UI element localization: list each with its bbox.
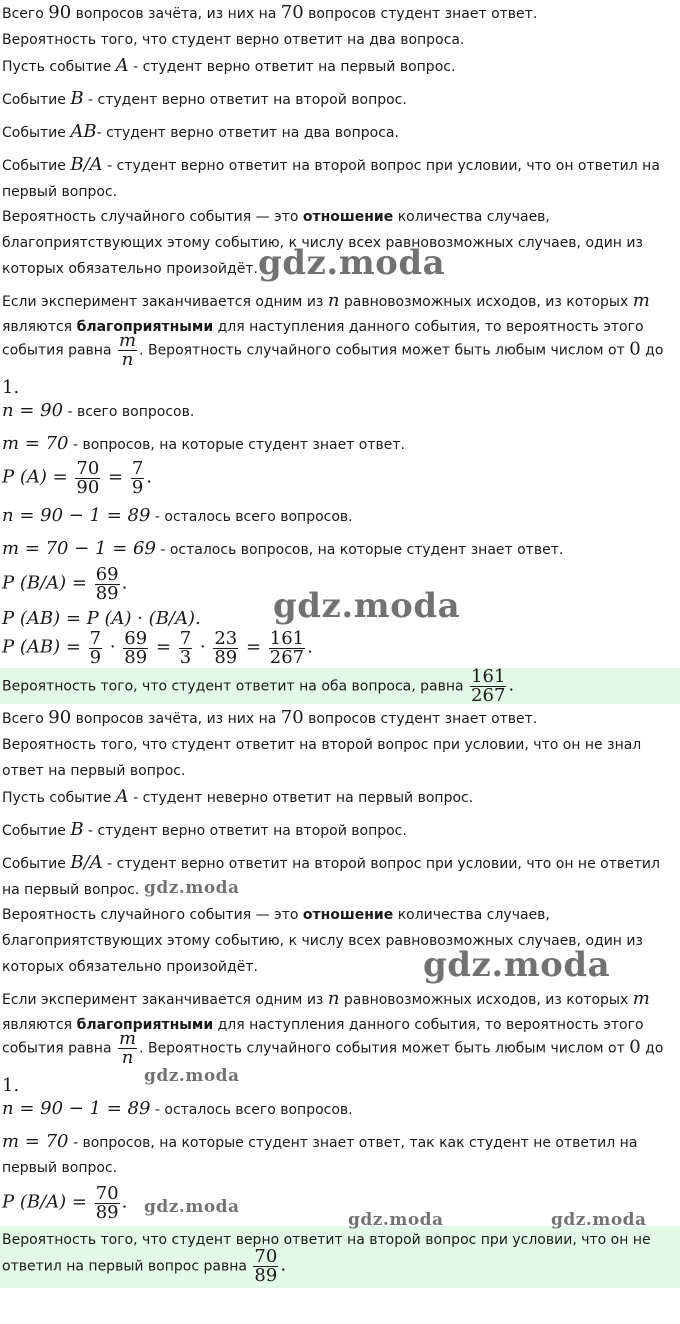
definition-line: события равна $\frac{m}{n}$ . Вероятность случайного события может быть любым числом от 0 до	[2, 330, 664, 370]
definition-line: которых обязательно произойдёт.	[2, 959, 258, 975]
definition-line: Если эксперимент заканчивается одним из n равновозможных исходов, из которых m	[2, 988, 650, 1009]
definition-line: являются благоприятными для наступления данного события, то вероятность этого	[2, 1017, 644, 1033]
text-line: Событие B/A - студент верно ответит на второй вопрос при условии, что он ответил на	[2, 154, 660, 175]
fraction: $\frac{70}{89}$	[95, 1183, 119, 1223]
watermark-logo: gdz.moda	[258, 243, 446, 283]
definition-line: события равна $\frac{m}{n}$ . Вероятность случайного события может быть любым числом от 0 до	[2, 1028, 664, 1068]
text-line: Пусть событие A - студент верно ответит на первый вопрос.	[2, 55, 456, 76]
answer-line: Вероятность того, что студент ответит на оба вопроса, равна $\frac{161}{267}$ .	[2, 666, 515, 706]
definition-line: благоприятствующих этому событию, к числу всех равновозможных случаев, один из	[2, 235, 643, 251]
watermark-logo: gdz.moda	[144, 1066, 240, 1086]
fraction: $\frac{161}{267}$	[471, 666, 506, 706]
watermark-logo: gdz.moda	[423, 945, 611, 985]
fraction: $\frac{69}{89}$	[124, 628, 148, 668]
definition-line: Если эксперимент заканчивается одним из n равновозможных исходов, из которых m	[2, 290, 650, 311]
watermark-logo: gdz.moda	[273, 586, 461, 626]
equation-line: P (A) = $\frac{70}{90}$ = $\frac{7}{9}$ .	[2, 458, 153, 498]
fraction: $\frac{7}{9}$	[131, 458, 144, 498]
text-line: первый вопрос.	[2, 184, 118, 200]
equation-line: P (AB) = $\frac{7}{9}$ · $\frac{69}{89}$ = $\frac{7}{3}$ · $\frac{23}{89}$ = $\frac{161}{267}$ .	[2, 628, 313, 668]
definition-line: которых обязательно произойдёт.	[2, 261, 258, 277]
fraction: $\frac{23}{89}$	[214, 628, 238, 668]
definition-line: Вероятность случайного события — это отношение количества случаев,	[2, 209, 550, 225]
text-line: Вероятность того, что студент ответит на второй вопрос при условии, что он не знал	[2, 737, 642, 753]
text-line: 1.	[2, 1075, 20, 1096]
text-line: на первый вопрос.	[2, 882, 140, 898]
answer-line: Вероятность того, что студент верно ответит на второй вопрос при условии, что он не	[2, 1232, 651, 1248]
watermark-logo: gdz.moda	[348, 1210, 444, 1230]
fraction: $\frac{161}{267}$	[269, 628, 305, 668]
equation-line: P (AB) = P (A) · (B/A).	[2, 608, 201, 629]
text-line: Событие B - студент верно ответит на второй вопрос.	[2, 88, 407, 109]
definition-line: являются благоприятными для наступления данного события, то вероятность этого	[2, 319, 644, 335]
equation-line: m = 70 - вопросов, на которые студент знает ответ.	[2, 433, 405, 454]
definition-line: Вероятность случайного события — это отношение количества случаев,	[2, 907, 550, 923]
text-line: Событие B/A - студент верно ответит на второй вопрос при условии, что он не ответил	[2, 852, 660, 873]
text-line: Всего 90 вопросов зачёта, из них на 70 вопросов студент знает ответ.	[2, 2, 538, 23]
equation-line: n = 90 - всего вопросов.	[2, 400, 195, 421]
text-line: Событие B - студент верно ответит на второй вопрос.	[2, 819, 407, 840]
equation-line: m = 70 - вопросов, на которые студент знает ответ, так как студент не ответил на	[2, 1131, 638, 1152]
watermark-logo: gdz.moda	[144, 878, 240, 898]
equation-line: m = 70 − 1 = 69 - осталось вопросов, на которые студент знает ответ.	[2, 538, 564, 559]
fraction: $\frac{m}{n}$	[118, 1028, 137, 1068]
answer-line: ответил на первый вопрос равна $\frac{70}{89}$ .	[2, 1246, 287, 1286]
text-line: Вероятность того, что студент верно ответит на два вопроса.	[2, 32, 465, 48]
definition-line: благоприятствующих этому событию, к числу всех равновозможных случаев, один из	[2, 933, 643, 949]
text-line: Всего 90 вопросов зачёта, из них на 70 вопросов студент знает ответ.	[2, 707, 538, 728]
text-line: 1.	[2, 377, 20, 398]
watermark-logo: gdz.moda	[144, 1197, 240, 1217]
equation-line: P (B/A) = $\frac{69}{89}$ .	[2, 564, 128, 604]
text-line: ответ на первый вопрос.	[2, 763, 186, 779]
fraction: $\frac{70}{90}$	[76, 458, 100, 498]
text-line: первый вопрос.	[2, 1160, 118, 1176]
equation-line: P (B/A) = $\frac{70}{89}$ .	[2, 1183, 128, 1223]
fraction: $\frac{7}{9}$	[89, 628, 102, 668]
equation-line: n = 90 − 1 = 89 - осталось всего вопросов.	[2, 1098, 353, 1119]
fraction: $\frac{69}{89}$	[95, 564, 119, 604]
watermark-logo: gdz.moda	[551, 1210, 647, 1230]
equation-line: n = 90 − 1 = 89 - осталось всего вопросов.	[2, 505, 353, 526]
fraction: $\frac{m}{n}$	[118, 330, 137, 370]
fraction: $\frac{70}{89}$	[254, 1246, 278, 1286]
text-line: Пусть событие A - студент неверно ответит на первый вопрос.	[2, 786, 474, 807]
fraction: $\frac{7}{3}$	[179, 628, 192, 668]
text-line: Событие AB- студент верно ответит на два вопроса.	[2, 121, 399, 142]
